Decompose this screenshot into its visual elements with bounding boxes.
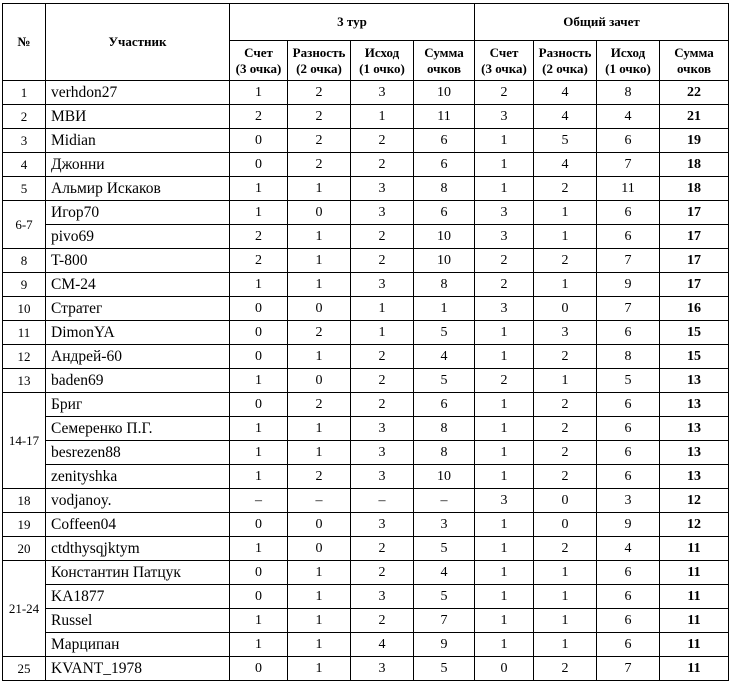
overall-score-cell: 2 — [475, 369, 534, 393]
overall-score-cell: 1 — [475, 153, 534, 177]
overall-outcome-cell: 6 — [597, 465, 660, 489]
place-cell: 4 — [3, 153, 46, 177]
overall-difference-cell: 1 — [534, 201, 597, 225]
overall-sum-cell: 13 — [660, 465, 729, 489]
overall-sum-cell: 11 — [660, 561, 729, 585]
overall-difference-cell: 1 — [534, 273, 597, 297]
round-score-cell: – — [230, 489, 288, 513]
overall-outcome-cell: 7 — [597, 249, 660, 273]
overall-sum-cell: 17 — [660, 273, 729, 297]
round-score-cell: 1 — [230, 369, 288, 393]
overall-sum-cell: 11 — [660, 633, 729, 657]
round-sum-cell: 5 — [414, 369, 475, 393]
overall-sum-cell: 11 — [660, 657, 729, 681]
round-outcome-cell: 1 — [351, 297, 414, 321]
round-outcome-cell: 2 — [351, 249, 414, 273]
table-row — [3, 609, 729, 633]
place-cell: 3 — [3, 129, 46, 153]
round-sum-cell: 5 — [414, 585, 475, 609]
overall-sum-cell: 22 — [660, 81, 729, 105]
participant-name: Андрей-60 — [46, 345, 230, 369]
overall-difference-cell: 1 — [534, 609, 597, 633]
round-difference-cell: 0 — [288, 537, 351, 561]
overall-outcome-cell: 6 — [597, 225, 660, 249]
round-sum-cell: 5 — [414, 657, 475, 681]
round-outcome-cell: 3 — [351, 585, 414, 609]
place-cell: 13 — [3, 369, 46, 393]
header-score: Счет (3 очка) — [230, 41, 288, 81]
table-row — [3, 177, 729, 201]
table-row — [3, 489, 729, 513]
overall-score-cell: 3 — [475, 297, 534, 321]
participant-name: zenityshka — [46, 465, 230, 489]
round-score-cell: 0 — [230, 393, 288, 417]
round-difference-cell: 2 — [288, 129, 351, 153]
overall-difference-cell: 1 — [534, 369, 597, 393]
overall-difference-cell: 2 — [534, 441, 597, 465]
round-outcome-cell: 3 — [351, 201, 414, 225]
table-row — [3, 129, 729, 153]
round-difference-cell: 1 — [288, 225, 351, 249]
round-outcome-cell: 3 — [351, 417, 414, 441]
round-sum-cell: 4 — [414, 561, 475, 585]
participant-name: vodjanoy. — [46, 489, 230, 513]
overall-score-cell: 1 — [475, 585, 534, 609]
table-row — [3, 345, 729, 369]
place-cell: 11 — [3, 321, 46, 345]
round-sum-cell: 10 — [414, 249, 475, 273]
overall-sum-cell: 11 — [660, 585, 729, 609]
round-score-cell: 1 — [230, 441, 288, 465]
overall-score-cell: 3 — [475, 489, 534, 513]
round-sum-cell: 6 — [414, 393, 475, 417]
round-score-cell: 0 — [230, 321, 288, 345]
table-row — [3, 465, 729, 489]
round-difference-cell: 1 — [288, 177, 351, 201]
overall-score-cell: 1 — [475, 513, 534, 537]
table-row — [3, 321, 729, 345]
round-score-cell: 1 — [230, 417, 288, 441]
place-cell: 21-24 — [3, 561, 46, 657]
overall-score-cell: 2 — [475, 81, 534, 105]
place-cell: 5 — [3, 177, 46, 201]
overall-sum-cell: 12 — [660, 513, 729, 537]
round-difference-cell: 2 — [288, 81, 351, 105]
overall-score-cell: 2 — [475, 249, 534, 273]
participant-name: Coffeen04 — [46, 513, 230, 537]
overall-difference-cell: 2 — [534, 393, 597, 417]
place-cell: 20 — [3, 537, 46, 561]
overall-sum-cell: 11 — [660, 537, 729, 561]
participant-name: verhdon27 — [46, 81, 230, 105]
round-score-cell: 0 — [230, 153, 288, 177]
table-row — [3, 81, 729, 105]
round-outcome-cell: – — [351, 489, 414, 513]
header-score: Счет (3 очка) — [475, 41, 534, 81]
table-row — [3, 537, 729, 561]
overall-sum-cell: 18 — [660, 177, 729, 201]
place-cell: 14-17 — [3, 393, 46, 489]
overall-outcome-cell: 7 — [597, 657, 660, 681]
round-score-cell: 0 — [230, 345, 288, 369]
header-overall: Общий зачет — [475, 4, 729, 41]
round-score-cell: 1 — [230, 177, 288, 201]
round-score-cell: 0 — [230, 513, 288, 537]
round-difference-cell: – — [288, 489, 351, 513]
standings-table — [2, 3, 729, 681]
overall-sum-cell: 13 — [660, 417, 729, 441]
round-score-cell: 0 — [230, 657, 288, 681]
round-score-cell: 2 — [230, 225, 288, 249]
overall-outcome-cell: 6 — [597, 609, 660, 633]
overall-difference-cell: 2 — [534, 345, 597, 369]
round-difference-cell: 1 — [288, 657, 351, 681]
round-sum-cell: 6 — [414, 153, 475, 177]
round-score-cell: 2 — [230, 249, 288, 273]
round-score-cell: 2 — [230, 105, 288, 129]
round-difference-cell: 2 — [288, 105, 351, 129]
overall-score-cell: 0 — [475, 657, 534, 681]
round-outcome-cell: 3 — [351, 441, 414, 465]
place-cell: 12 — [3, 345, 46, 369]
round-sum-cell: 10 — [414, 465, 475, 489]
participant-name: Игор70 — [46, 201, 230, 225]
round-difference-cell: 1 — [288, 609, 351, 633]
round-sum-cell: 1 — [414, 297, 475, 321]
header-round: 3 тур — [230, 4, 475, 41]
table-row — [3, 633, 729, 657]
overall-difference-cell: 2 — [534, 465, 597, 489]
participant-name: KVANT_1978 — [46, 657, 230, 681]
round-outcome-cell: 2 — [351, 537, 414, 561]
overall-score-cell: 1 — [475, 129, 534, 153]
round-outcome-cell: 3 — [351, 177, 414, 201]
place-cell: 8 — [3, 249, 46, 273]
overall-outcome-cell: 5 — [597, 369, 660, 393]
overall-sum-cell: 11 — [660, 609, 729, 633]
round-difference-cell: 1 — [288, 273, 351, 297]
overall-sum-cell: 18 — [660, 153, 729, 177]
table-row — [3, 585, 729, 609]
overall-score-cell: 3 — [475, 225, 534, 249]
round-sum-cell: 7 — [414, 609, 475, 633]
participant-name: МВИ — [46, 105, 230, 129]
table-row — [3, 657, 729, 681]
standings-body — [3, 81, 729, 681]
overall-outcome-cell: 9 — [597, 513, 660, 537]
participant-name: Стратег — [46, 297, 230, 321]
place-cell: 2 — [3, 105, 46, 129]
table-row — [3, 561, 729, 585]
overall-outcome-cell: 6 — [597, 441, 660, 465]
overall-difference-cell: 3 — [534, 321, 597, 345]
overall-sum-cell: 13 — [660, 441, 729, 465]
round-sum-cell: 9 — [414, 633, 475, 657]
round-outcome-cell: 2 — [351, 225, 414, 249]
header-participant: Участник — [46, 4, 230, 81]
overall-outcome-cell: 7 — [597, 153, 660, 177]
round-difference-cell: 1 — [288, 441, 351, 465]
round-score-cell: 1 — [230, 81, 288, 105]
place-cell: 25 — [3, 657, 46, 681]
table-row — [3, 369, 729, 393]
participant-name: DimonYA — [46, 321, 230, 345]
overall-sum-cell: 15 — [660, 321, 729, 345]
round-difference-cell: 1 — [288, 249, 351, 273]
round-outcome-cell: 3 — [351, 273, 414, 297]
header-sum: Сумма очков — [414, 41, 475, 81]
overall-difference-cell: 0 — [534, 297, 597, 321]
round-outcome-cell: 1 — [351, 321, 414, 345]
overall-outcome-cell: 7 — [597, 297, 660, 321]
participant-name: ctdthysqjktym — [46, 537, 230, 561]
overall-difference-cell: 2 — [534, 417, 597, 441]
round-outcome-cell: 4 — [351, 633, 414, 657]
round-score-cell: 0 — [230, 561, 288, 585]
round-score-cell: 1 — [230, 465, 288, 489]
round-outcome-cell: 2 — [351, 345, 414, 369]
overall-outcome-cell: 4 — [597, 537, 660, 561]
round-difference-cell: 1 — [288, 633, 351, 657]
round-outcome-cell: 2 — [351, 561, 414, 585]
place-cell: 19 — [3, 513, 46, 537]
overall-sum-cell: 16 — [660, 297, 729, 321]
overall-difference-cell: 0 — [534, 513, 597, 537]
overall-difference-cell: 4 — [534, 81, 597, 105]
round-sum-cell: 3 — [414, 513, 475, 537]
participant-name: Марципан — [46, 633, 230, 657]
participant-name: KA1877 — [46, 585, 230, 609]
participant-name: Бриг — [46, 393, 230, 417]
overall-score-cell: 1 — [475, 417, 534, 441]
overall-difference-cell: 2 — [534, 249, 597, 273]
overall-difference-cell: 5 — [534, 129, 597, 153]
participant-name: Альмир Искаков — [46, 177, 230, 201]
round-sum-cell: 5 — [414, 537, 475, 561]
overall-score-cell: 1 — [475, 441, 534, 465]
round-score-cell: 1 — [230, 273, 288, 297]
round-score-cell: 1 — [230, 633, 288, 657]
overall-score-cell: 1 — [475, 609, 534, 633]
round-score-cell: 1 — [230, 201, 288, 225]
round-outcome-cell: 2 — [351, 129, 414, 153]
round-sum-cell: 8 — [414, 417, 475, 441]
overall-score-cell: 1 — [475, 177, 534, 201]
round-score-cell: 0 — [230, 585, 288, 609]
round-difference-cell: 2 — [288, 465, 351, 489]
header-num: № — [3, 4, 46, 81]
round-sum-cell: 8 — [414, 441, 475, 465]
overall-outcome-cell: 6 — [597, 393, 660, 417]
overall-score-cell: 1 — [475, 537, 534, 561]
round-sum-cell: 8 — [414, 177, 475, 201]
overall-difference-cell: 2 — [534, 177, 597, 201]
overall-sum-cell: 19 — [660, 129, 729, 153]
participant-name: baden69 — [46, 369, 230, 393]
round-sum-cell: 5 — [414, 321, 475, 345]
round-score-cell: 1 — [230, 609, 288, 633]
overall-score-cell: 2 — [475, 273, 534, 297]
round-score-cell: 1 — [230, 537, 288, 561]
place-cell: 18 — [3, 489, 46, 513]
overall-outcome-cell: 6 — [597, 417, 660, 441]
overall-difference-cell: 0 — [534, 489, 597, 513]
table-row — [3, 441, 729, 465]
overall-difference-cell: 1 — [534, 585, 597, 609]
table-row — [3, 513, 729, 537]
round-sum-cell: 11 — [414, 105, 475, 129]
round-sum-cell: – — [414, 489, 475, 513]
round-sum-cell: 10 — [414, 225, 475, 249]
table-row — [3, 249, 729, 273]
table-row — [3, 225, 729, 249]
round-outcome-cell: 3 — [351, 657, 414, 681]
overall-difference-cell: 2 — [534, 657, 597, 681]
overall-difference-cell: 1 — [534, 225, 597, 249]
round-difference-cell: 0 — [288, 369, 351, 393]
participant-name: Midian — [46, 129, 230, 153]
round-outcome-cell: 3 — [351, 465, 414, 489]
table-row — [3, 201, 729, 225]
place-cell: 1 — [3, 81, 46, 105]
place-cell: 6-7 — [3, 201, 46, 249]
participant-name: Семеренко П.Г. — [46, 417, 230, 441]
overall-score-cell: 1 — [475, 321, 534, 345]
participant-name: Джонни — [46, 153, 230, 177]
round-outcome-cell: 2 — [351, 609, 414, 633]
overall-outcome-cell: 6 — [597, 129, 660, 153]
table-row — [3, 417, 729, 441]
participant-name: Константин Патцук — [46, 561, 230, 585]
overall-score-cell: 3 — [475, 201, 534, 225]
overall-difference-cell: 4 — [534, 153, 597, 177]
round-outcome-cell: 2 — [351, 369, 414, 393]
overall-sum-cell: 21 — [660, 105, 729, 129]
table-row — [3, 153, 729, 177]
overall-outcome-cell: 9 — [597, 273, 660, 297]
participant-name: CM-24 — [46, 273, 230, 297]
participant-name: T-800 — [46, 249, 230, 273]
participant-name: besrezen88 — [46, 441, 230, 465]
round-sum-cell: 6 — [414, 201, 475, 225]
round-difference-cell: 2 — [288, 321, 351, 345]
header-outcome: Исход (1 очко) — [597, 41, 660, 81]
overall-sum-cell: 17 — [660, 201, 729, 225]
round-sum-cell: 6 — [414, 129, 475, 153]
overall-outcome-cell: 8 — [597, 345, 660, 369]
overall-outcome-cell: 3 — [597, 489, 660, 513]
participant-name: pivo69 — [46, 225, 230, 249]
overall-outcome-cell: 6 — [597, 561, 660, 585]
round-sum-cell: 4 — [414, 345, 475, 369]
round-difference-cell: 2 — [288, 393, 351, 417]
overall-outcome-cell: 8 — [597, 81, 660, 105]
overall-score-cell: 1 — [475, 393, 534, 417]
table-row — [3, 393, 729, 417]
header-sum: Сумма очков — [660, 41, 729, 81]
table-row — [3, 297, 729, 321]
header-outcome: Исход (1 очко) — [351, 41, 414, 81]
round-score-cell: 0 — [230, 129, 288, 153]
round-difference-cell: 2 — [288, 153, 351, 177]
round-difference-cell: 1 — [288, 561, 351, 585]
round-outcome-cell: 2 — [351, 393, 414, 417]
round-difference-cell: 1 — [288, 345, 351, 369]
overall-sum-cell: 13 — [660, 393, 729, 417]
place-cell: 9 — [3, 273, 46, 297]
overall-sum-cell: 17 — [660, 249, 729, 273]
header-difference: Разность (2 очка) — [534, 41, 597, 81]
participant-name: Russel — [46, 609, 230, 633]
overall-outcome-cell: 11 — [597, 177, 660, 201]
overall-score-cell: 3 — [475, 105, 534, 129]
round-outcome-cell: 3 — [351, 513, 414, 537]
overall-score-cell: 1 — [475, 465, 534, 489]
overall-outcome-cell: 6 — [597, 585, 660, 609]
place-cell: 10 — [3, 297, 46, 321]
round-difference-cell: 0 — [288, 513, 351, 537]
round-difference-cell: 1 — [288, 585, 351, 609]
overall-score-cell: 1 — [475, 633, 534, 657]
round-score-cell: 0 — [230, 297, 288, 321]
overall-difference-cell: 2 — [534, 537, 597, 561]
round-sum-cell: 10 — [414, 81, 475, 105]
overall-outcome-cell: 6 — [597, 633, 660, 657]
overall-sum-cell: 13 — [660, 369, 729, 393]
overall-difference-cell: 4 — [534, 105, 597, 129]
header-difference: Разность (2 очка) — [288, 41, 351, 81]
round-sum-cell: 8 — [414, 273, 475, 297]
overall-score-cell: 1 — [475, 345, 534, 369]
round-difference-cell: 0 — [288, 297, 351, 321]
overall-difference-cell: 1 — [534, 561, 597, 585]
table-row — [3, 105, 729, 129]
overall-outcome-cell: 4 — [597, 105, 660, 129]
overall-difference-cell: 1 — [534, 633, 597, 657]
overall-outcome-cell: 6 — [597, 201, 660, 225]
round-outcome-cell: 1 — [351, 105, 414, 129]
round-outcome-cell: 2 — [351, 153, 414, 177]
table-row — [3, 273, 729, 297]
overall-score-cell: 1 — [475, 561, 534, 585]
overall-sum-cell: 15 — [660, 345, 729, 369]
overall-sum-cell: 12 — [660, 489, 729, 513]
overall-sum-cell: 17 — [660, 225, 729, 249]
round-difference-cell: 1 — [288, 417, 351, 441]
overall-outcome-cell: 6 — [597, 321, 660, 345]
round-difference-cell: 0 — [288, 201, 351, 225]
round-outcome-cell: 3 — [351, 81, 414, 105]
